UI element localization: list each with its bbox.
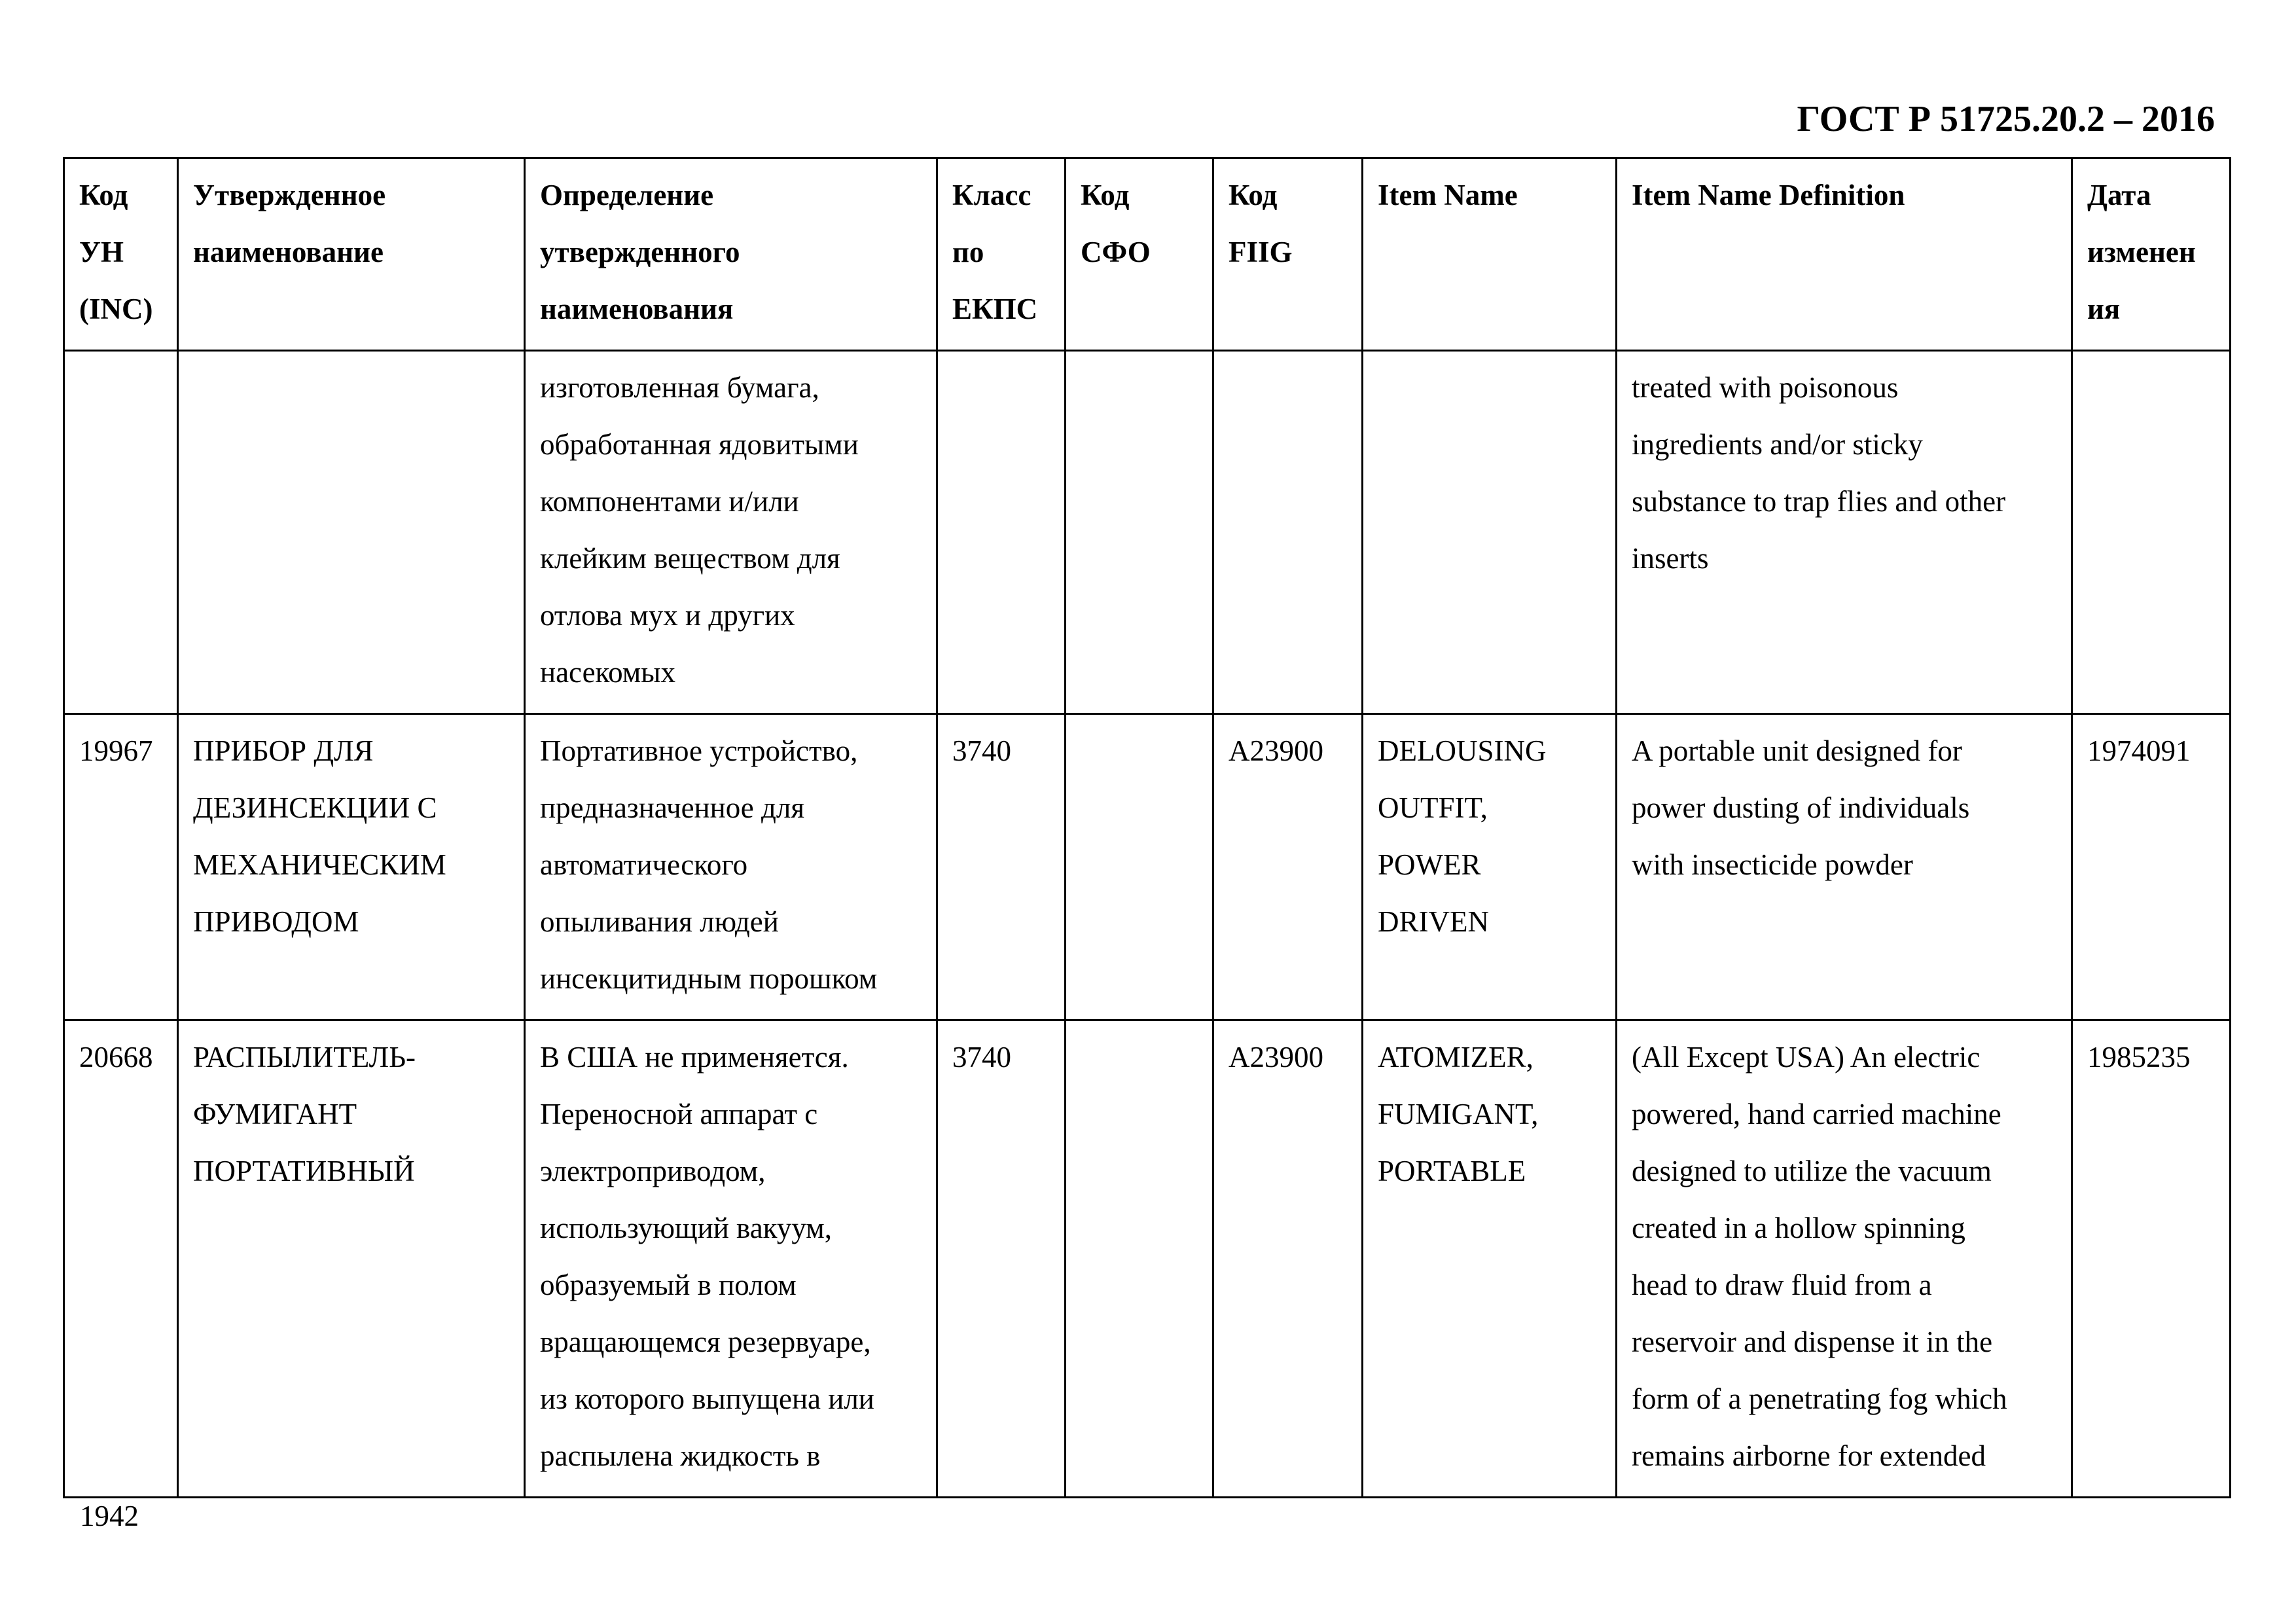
cell-line: Переносной аппарат с: [540, 1098, 818, 1130]
page-number: 1942: [80, 1500, 139, 1532]
registry-table: [63, 157, 2231, 1498]
cell-item-name: [1363, 714, 1617, 1020]
cell-line: электроприводом,: [540, 1155, 766, 1187]
cell-line: компонентами и/или: [540, 485, 799, 518]
header-line: утвержденного: [540, 236, 740, 268]
cell-line: насекомых: [540, 656, 675, 689]
cell-inc: 20668: [64, 1020, 178, 1498]
cell-ekps-class: 3740: [937, 714, 1066, 1020]
header-line: Item Name: [1378, 179, 1518, 211]
header-line: наименования: [540, 293, 734, 325]
header-line: Класс: [952, 179, 1031, 211]
cell-line: with insecticide powder: [1632, 848, 1913, 881]
cell-definition: [525, 351, 937, 714]
header-ekps-class: [937, 158, 1066, 351]
header-line: Утвержденное: [193, 179, 386, 211]
cell-line: обработанная ядовитыми: [540, 428, 859, 461]
cell-line: OUTFIT,: [1378, 791, 1488, 824]
header-inc: [64, 158, 178, 351]
header-definition: [525, 158, 937, 351]
cell-line: powered, hand carried machine: [1632, 1098, 2001, 1130]
cell-line: автоматического: [540, 848, 748, 881]
cell-definition: [525, 1020, 937, 1498]
header-item-name-definition: [1617, 158, 2072, 351]
cell-line: предназначенное для: [540, 791, 805, 824]
cell-sfo-code: [1066, 351, 1213, 714]
header-approved-name: [178, 158, 525, 351]
cell-line: Портативное устройство,: [540, 734, 858, 767]
cell-item-name: [1363, 351, 1617, 714]
header-line: Дата: [2087, 179, 2151, 211]
cell-line: power dusting of individuals: [1632, 791, 1970, 824]
cell-fiig-code: A23900: [1213, 1020, 1363, 1498]
cell-item-name-definition: [1617, 714, 2072, 1020]
cell-definition: [525, 714, 937, 1020]
cell-line: ATOMIZER,: [1378, 1041, 1534, 1074]
cell-fiig-code: A23900: [1213, 714, 1363, 1020]
cell-line: образуемый в полом: [540, 1269, 797, 1301]
cell-line: A portable unit designed for: [1632, 734, 1962, 767]
cell-line: отлова мух и других: [540, 599, 795, 632]
cell-line: created in a hollow spinning: [1632, 1212, 1965, 1244]
header-line: (INC): [79, 293, 153, 325]
cell-sfo-code: [1066, 714, 1213, 1020]
header-line: Определение: [540, 179, 714, 211]
header-line: ЕКПС: [952, 293, 1038, 325]
cell-line: PORTABLE: [1378, 1155, 1526, 1187]
cell-line: ДЕЗИНСЕКЦИИ С: [193, 791, 437, 824]
header-line: ия: [2087, 293, 2121, 325]
cell-line: FUMIGANT,: [1378, 1098, 1539, 1130]
header-line: Item Name Definition: [1632, 179, 1905, 211]
cell-line: распылена жидкость в: [540, 1439, 821, 1472]
header-row: [64, 158, 2231, 351]
cell-line: reservoir and dispense it in the: [1632, 1326, 1993, 1358]
cell-sfo-code: [1066, 1020, 1213, 1498]
table-row: [64, 714, 2231, 1020]
cell-change-date: [2072, 351, 2231, 714]
cell-line: из которого выпущена или: [540, 1382, 874, 1415]
cell-change-date: 1985235: [2072, 1020, 2231, 1498]
cell-line: ПРИБОР ДЛЯ: [193, 734, 374, 767]
header-line: СФО: [1081, 236, 1151, 268]
header-line: Код: [1229, 179, 1278, 211]
cell-line: (All Except USA) An electric: [1632, 1041, 1981, 1074]
cell-line: МЕХАНИЧЕСКИМ: [193, 848, 446, 881]
cell-ekps-class: 3740: [937, 1020, 1066, 1498]
cell-line: опыливания людей: [540, 905, 779, 938]
header-line: изменен: [2087, 236, 2196, 268]
header-line: по: [952, 236, 984, 268]
cell-inc: 19967: [64, 714, 178, 1020]
cell-line: inserts: [1632, 542, 1709, 575]
cell-line: РАСПЫЛИТЕЛЬ-: [193, 1041, 416, 1074]
cell-inc: [64, 351, 178, 714]
cell-line: инсекцитидным порошком: [540, 962, 878, 995]
cell-item-name-definition: [1617, 351, 2072, 714]
header-fiig-code: [1213, 158, 1363, 351]
cell-fiig-code: [1213, 351, 1363, 714]
cell-line: treated with poisonous: [1632, 371, 1899, 404]
cell-line: POWER: [1378, 848, 1481, 881]
cell-line: ПРИВОДОМ: [193, 905, 359, 938]
cell-line: DELOUSING: [1378, 734, 1547, 767]
document-code: ГОСТ Р 51725.20.2 – 2016: [1797, 99, 2215, 139]
cell-line: form of a penetrating fog which: [1632, 1382, 2007, 1415]
table-row: [64, 1020, 2231, 1498]
cell-approved-name: [178, 351, 525, 714]
header-change-date: [2072, 158, 2231, 351]
cell-approved-name: [178, 1020, 525, 1498]
cell-line: вращающемся резервуаре,: [540, 1326, 871, 1358]
cell-item-name: [1363, 1020, 1617, 1498]
cell-line: В США не применяется.: [540, 1041, 849, 1074]
cell-line: ingredients and/or sticky: [1632, 428, 1923, 461]
cell-line: substance to trap flies and other: [1632, 485, 2006, 518]
cell-line: клейким веществом для: [540, 542, 840, 575]
header-line: FIIG: [1229, 236, 1293, 268]
header-line: наименование: [193, 236, 384, 268]
header-line: Код: [79, 179, 128, 211]
cell-change-date: 1974091: [2072, 714, 2231, 1020]
cell-approved-name: [178, 714, 525, 1020]
cell-ekps-class: [937, 351, 1066, 714]
table-row: [64, 351, 2231, 714]
cell-line: head to draw fluid from a: [1632, 1269, 1932, 1301]
header-line: УН: [79, 236, 124, 268]
cell-line: изготовленная бумага,: [540, 371, 819, 404]
header-item-name: [1363, 158, 1617, 351]
cell-line: remains airborne for extended: [1632, 1439, 1986, 1472]
cell-line: ПОРТАТИВНЫЙ: [193, 1155, 415, 1187]
header-sfo-code: [1066, 158, 1213, 351]
cell-item-name-definition: [1617, 1020, 2072, 1498]
header-line: Код: [1081, 179, 1130, 211]
cell-line: designed to utilize the vacuum: [1632, 1155, 1992, 1187]
cell-line: ФУМИГАНТ: [193, 1098, 357, 1130]
cell-line: DRIVEN: [1378, 905, 1489, 938]
cell-line: использующий вакуум,: [540, 1212, 833, 1244]
